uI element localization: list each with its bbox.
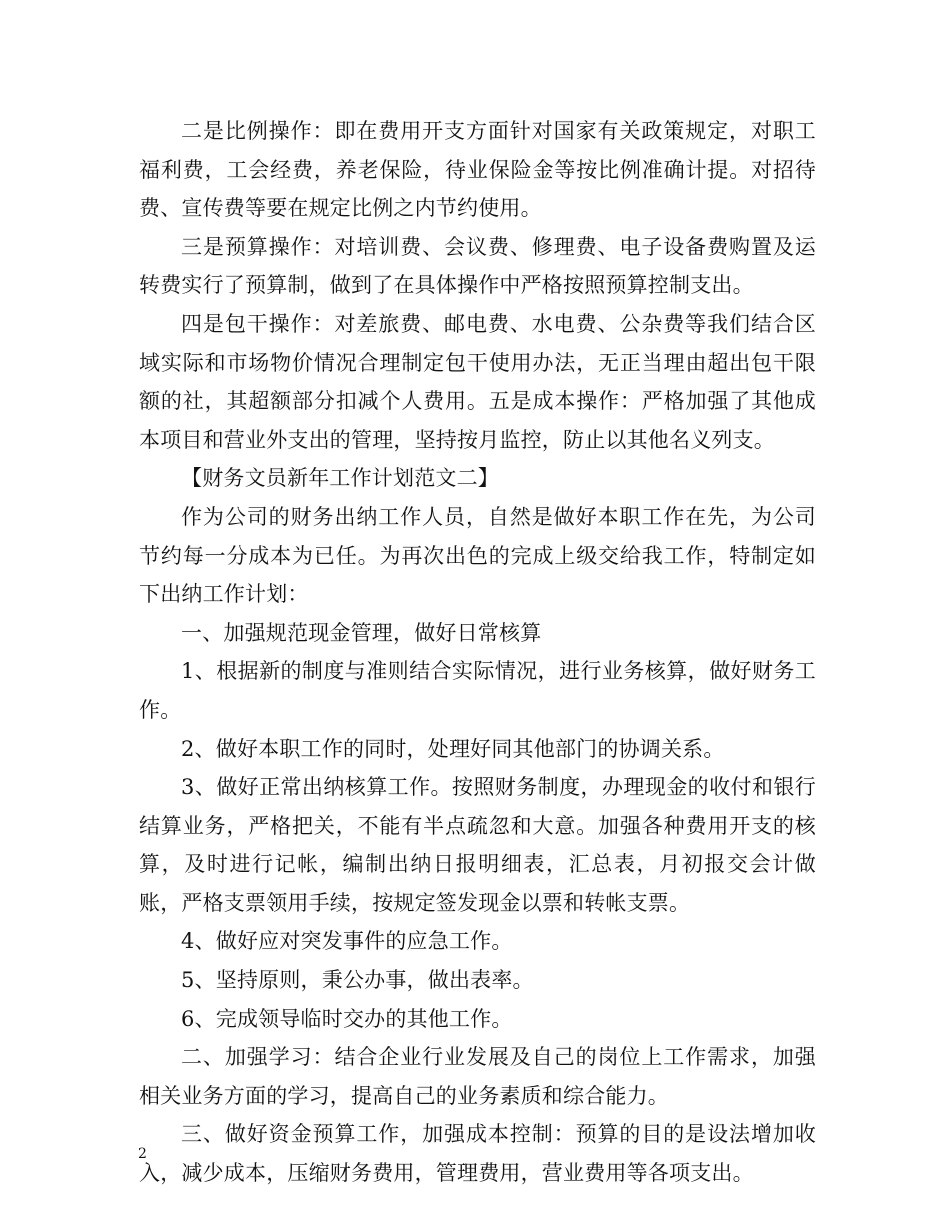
list-item-6: 6、完成领导临时交办的其他工作。 [181,1006,513,1031]
list-item-4: 4、做好应对突发事件的应急工作。 [181,929,513,954]
paragraph-contract-operation: 四是包干操作：对差旅费、邮电费、水电费、公杂费等我们结合区域实际和市场物价情况合理制定包干使用办法，无正当理由超出包干限额的社，其超额部分扣减个人费用。五是成本操作：严格加强了其他成本项目和营业外支出的管理，坚持按月监控，防止以其他名义列支。 [139,311,816,452]
list-item-5: 5、坚持原则，秉公办事，做出表率。 [181,968,534,993]
list-item-3: 3、做好正常出纳核算工作。按照财务制度，办理现金的收付和银行结算业务，严格把关，不能有半点疏忽和大意。加强各种费用开支的核算，及时进行记帐，编制出纳日报明细表，汇总表，月初报交会计做账，严格支票领用手续，按规定签发现金以票和转帐支票。 [139,775,816,915]
heading-budget-cost-control: 三、做好资金预算工作，加强成本控制：预算的目的是设法增加收入，减少成本，压缩财务费用，管理费用，营业费用等各项支出。 [139,1122,816,1186]
paragraph-introduction: 作为公司的财务出纳工作人员，自然是做好本职工作在先，为公司节约每一分成本为已任。为再次出色的完成上级交给我工作，特制定如下出纳工作计划： [139,504,816,607]
document-body [139,112,816,1193]
section-heading-sample-two: 【财务文员新年工作计划范文二】 [181,466,499,491]
heading-strengthen-learning: 二、加强学习：结合企业行业发展及自己的岗位上工作需求，加强相关业务方面的学习，提高自己的业务素质和综合能力。 [139,1045,816,1108]
paragraph-ratio-operation: 二是比例操作：即在费用开支方面针对国家有关政策规定，对职工福利费，工会经费，养老保险，待业保险金等按比例准确计提。对招待费、宣传费等要在规定比例之内节约使用。 [139,119,816,221]
paragraph-budget-operation: 三是预算操作：对培训费、会议费、修理费、电子设备费购置及运转费实行了预算制，做到了在具体操作中严格按照预算控制支出。 [139,234,816,298]
list-item-2: 2、做好本职工作的同时，处理好同其他部门的协调关系。 [181,736,725,761]
page-number: 2 [138,1146,147,1162]
list-item-1: 1、根据新的制度与准则结合实际情况，进行业务核算，做好财务工作。 [139,659,816,722]
heading-cash-management: 一、加强规范现金管理，做好日常核算 [181,620,542,645]
